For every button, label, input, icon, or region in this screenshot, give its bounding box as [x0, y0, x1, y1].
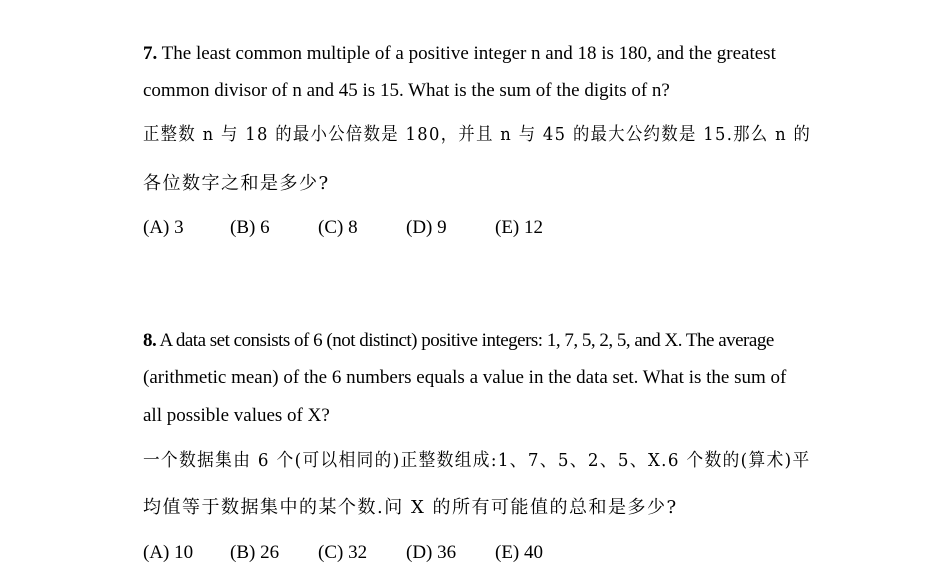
problem-8-chinese-line-1: 一个数据集由 6 个(可以相同的)正整数组成:1、7、5、2、5、X.6 个数的(算术)平 — [143, 450, 811, 471]
problem-8-english-line-2: (arithmetic mean) of the 6 numbers equals a value in the data set. What is the sum of — [143, 367, 787, 388]
problem-7-chinese-line-1: 正整数 n 与 18 的最小公倍数是 180，并且 n 与 45 的最大公约数是 15.那么 n 的 — [143, 124, 812, 145]
problem-7-english-line-2: common divisor of n and 45 is 15. What is the sum of the digits of n? — [143, 80, 670, 101]
problem-8-number: 8. — [143, 330, 157, 351]
problem-8-choice-c: (C) 32 — [318, 542, 368, 563]
problem-8-answer-choices — [143, 541, 811, 565]
problem-7-choice-a: (A) 3 — [143, 217, 184, 238]
problem-8-choice-a: (A) 10 — [143, 542, 194, 563]
problem-8-choice-e: (E) 40 — [495, 542, 544, 563]
problem-8-chinese-line-2: 均值等于数据集中的某个数.问 X 的所有可能值的总和是多少? — [143, 497, 678, 518]
problem-8-english-line-3: all possible values of X? — [143, 405, 330, 426]
problem-7-choice-e: (E) 12 — [495, 217, 544, 238]
problem-7-number: 7. — [143, 43, 158, 64]
problem-7-choice-d: (D) 9 — [406, 217, 447, 238]
problem-8-choice-b: (B) 26 — [230, 542, 280, 563]
problem-7-answer-choices — [143, 216, 811, 240]
problem-7-english-line-1 — [143, 42, 776, 66]
problem-8-text-line-1: A data set consists of 6 (not distinct) positive integers: 1, 7, 5, 2, 5, and X. The average — [159, 330, 774, 351]
problem-7-choice-c: (C) 8 — [318, 217, 358, 238]
problem-8-choice-d: (D) 36 — [406, 542, 457, 563]
problem-7-text-line-1: The least common multiple of a positive integer n and 18 is 180, and the greatest — [161, 43, 776, 64]
problem-7-chinese-line-2: 各位数字之和是多少? — [143, 173, 330, 194]
problem-7-choice-b: (B) 6 — [230, 217, 270, 238]
problem-8-english-line-1 — [143, 329, 774, 353]
